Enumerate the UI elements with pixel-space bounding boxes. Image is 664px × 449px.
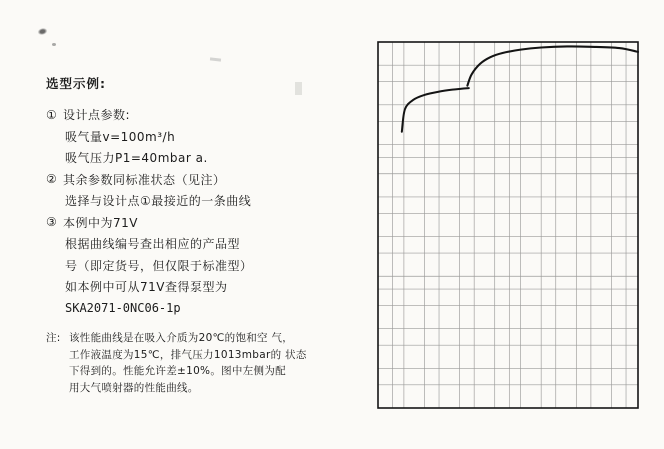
- instruction-line: [46, 104, 330, 126]
- instruction-line: [46, 190, 330, 212]
- instruction-text: 设计点参数:: [63, 108, 131, 123]
- selection-example-title: 选型示例:: [46, 76, 106, 91]
- instruction-text: 选择与设计点①最接近的一条曲线: [65, 194, 252, 209]
- performance-chart: [330, 0, 664, 449]
- footnote-line: 下得到的。性能允许差±10%。图中左侧为配: [69, 365, 286, 377]
- pump-model-code: SKA2071-0NC06-1p: [65, 301, 181, 316]
- footnote: [46, 330, 330, 396]
- curve-161V+361V: [402, 88, 469, 132]
- instruction-line: [46, 212, 330, 234]
- scan-dot: [52, 43, 56, 46]
- scan-smudge: [35, 26, 50, 38]
- step-3-marker: ③: [46, 215, 58, 230]
- instruction-line: [46, 233, 330, 255]
- instruction-text: 根据曲线编号查出相应的产品型: [65, 237, 241, 252]
- instruction-text: 吸气量v=100m³/h: [65, 129, 176, 144]
- instruction-text: 如本例中可从71V查得泵型为: [65, 280, 228, 295]
- footnote-marker: 注:: [46, 332, 61, 344]
- instruction-line: [46, 276, 330, 298]
- instruction-line: [46, 255, 330, 277]
- footnote-line: 该性能曲线是在吸入介质为20℃的饱和空 气，: [69, 332, 294, 344]
- curve-161V: [467, 46, 638, 85]
- step-1-marker: ①: [46, 107, 58, 122]
- instruction-text: 吸气压力P1=40mbar a.: [65, 151, 208, 166]
- step-2-marker: ②: [46, 172, 58, 187]
- instruction-line: [46, 126, 330, 148]
- selection-example-column: [46, 74, 330, 396]
- footnote-line: 工作液温度为15℃，排气压力1013mbar的 状态: [69, 348, 307, 361]
- footnote-body: [69, 330, 307, 396]
- instruction-text: 号（即定货号，但仅限于标准型）: [65, 258, 253, 273]
- instruction-line: [46, 169, 330, 191]
- instruction-line: [46, 147, 330, 169]
- instruction-line: [46, 298, 330, 320]
- instruction-text: 本例中为71V: [63, 215, 138, 230]
- scan-mark: [210, 57, 221, 61]
- instruction-text: 其余参数同标准状态（见注）: [63, 172, 226, 187]
- footnote-line: 用大气喷射器的性能曲线。: [69, 381, 199, 394]
